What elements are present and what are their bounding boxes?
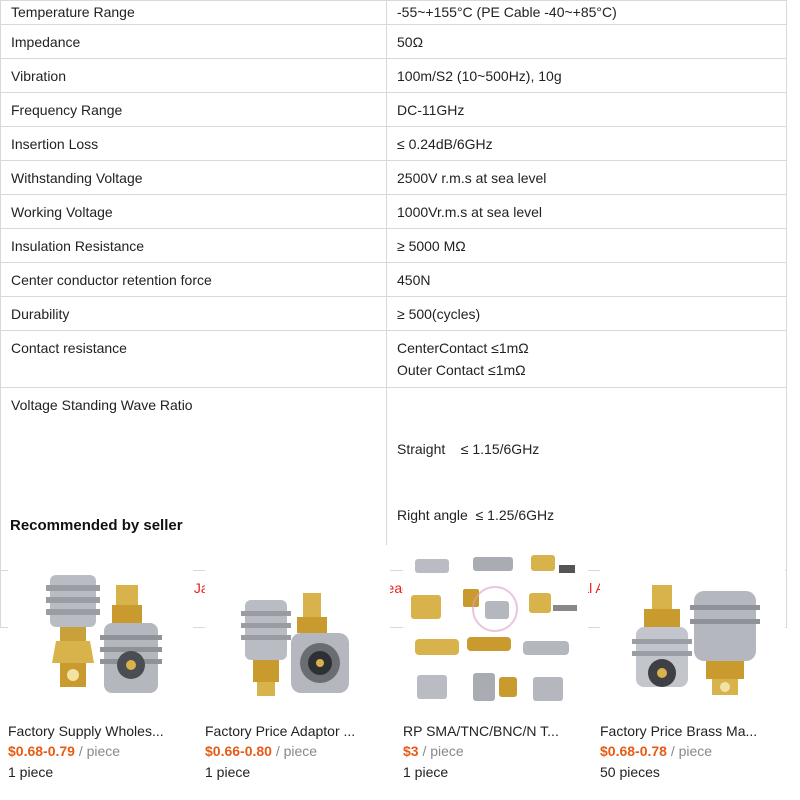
product-title[interactable]: Factory Price Brass Ma... (600, 723, 758, 739)
product-price (600, 743, 785, 759)
price-amount: $0.68-0.79 (8, 743, 75, 759)
spec-name: Withstanding Voltage (1, 161, 387, 195)
spec-value-line: CenterContact ≤1mΩ (397, 340, 529, 356)
product-price (8, 743, 193, 759)
min-order: 50 pieces (600, 764, 660, 780)
spec-value: 1000Vr.m.s at sea level (387, 195, 787, 229)
spec-row (1, 388, 787, 571)
spec-name: Durability (1, 297, 387, 331)
spec-name: Contact resistance (1, 331, 387, 388)
price-amount: $3 (403, 743, 419, 759)
spec-name: Vibration (1, 59, 387, 93)
price-unit: / piece (275, 743, 318, 759)
spec-name: Working Voltage (1, 195, 387, 229)
recommended-list (0, 545, 800, 800)
spec-row (1, 195, 787, 229)
product-image-adapters[interactable] (8, 545, 193, 715)
product-card[interactable] (600, 545, 785, 780)
spec-name: Impedance (1, 25, 387, 59)
spec-value: ≥ 5000 MΩ (387, 229, 787, 263)
min-order: 1 piece (8, 764, 54, 780)
spec-value: 100m/S2 (10~500Hz), 10g (387, 59, 787, 93)
spec-name: Insulation Resistance (1, 229, 387, 263)
spec-row (1, 297, 787, 331)
product-title[interactable]: RP SMA/TNC/BNC/N T... (403, 723, 559, 739)
spec-row (1, 331, 787, 388)
price-unit: / piece (78, 743, 121, 759)
price-amount: $0.66-0.80 (205, 743, 272, 759)
spec-row (1, 263, 787, 297)
min-order: 1 piece (205, 764, 251, 780)
product-card[interactable] (403, 545, 588, 780)
spec-row (1, 127, 787, 161)
product-image-adapter[interactable] (205, 545, 390, 715)
spec-value-line: Right angle ≤ 1.25/6GHz (397, 507, 555, 523)
price-unit: / piece (422, 743, 464, 759)
spec-value: 450N (387, 263, 787, 297)
product-title[interactable]: Factory Price Adaptor ... (205, 723, 356, 739)
spec-value: ≥ 500(cycles) (387, 297, 787, 331)
spec-value: DC-11GHz (387, 93, 787, 127)
spec-value-line: Outer Contact ≤1mΩ (397, 362, 526, 378)
product-price (205, 743, 390, 759)
spec-value (387, 331, 787, 388)
price-amount: $0.68-0.78 (600, 743, 667, 759)
spec-row (1, 1, 787, 25)
spec-name: Temperature Range (1, 1, 387, 25)
spec-name: Center conductor retention force (1, 263, 387, 297)
spec-value: 2500V r.m.s at sea level (387, 161, 787, 195)
product-image-assortment[interactable] (403, 545, 588, 715)
min-order: 1 piece (403, 764, 449, 780)
spec-row (1, 59, 787, 93)
spec-name: Frequency Range (1, 93, 387, 127)
product-card[interactable] (8, 545, 193, 780)
spec-value-line: Straight ≤ 1.15/6GHz (397, 441, 540, 457)
price-unit: / piece (670, 743, 713, 759)
spec-row (1, 25, 787, 59)
spec-row (1, 229, 787, 263)
spec-value (387, 388, 787, 571)
spec-row (1, 161, 787, 195)
product-card[interactable] (205, 545, 390, 780)
product-price (403, 743, 588, 759)
product-image-adapter[interactable] (600, 545, 785, 715)
spec-value: ≤ 0.24dB/6GHz (387, 127, 787, 161)
recommended-title: Recommended by seller (10, 517, 183, 534)
product-title[interactable]: Factory Supply Wholes... (8, 723, 164, 739)
spec-row (1, 93, 787, 127)
spec-value: -55~+155°C (PE Cable -40~+85°C) (387, 1, 787, 25)
spec-value: 50Ω (387, 25, 787, 59)
spec-name: Voltage Standing Wave Ratio (1, 388, 387, 571)
spec-name: Insertion Loss (1, 127, 387, 161)
